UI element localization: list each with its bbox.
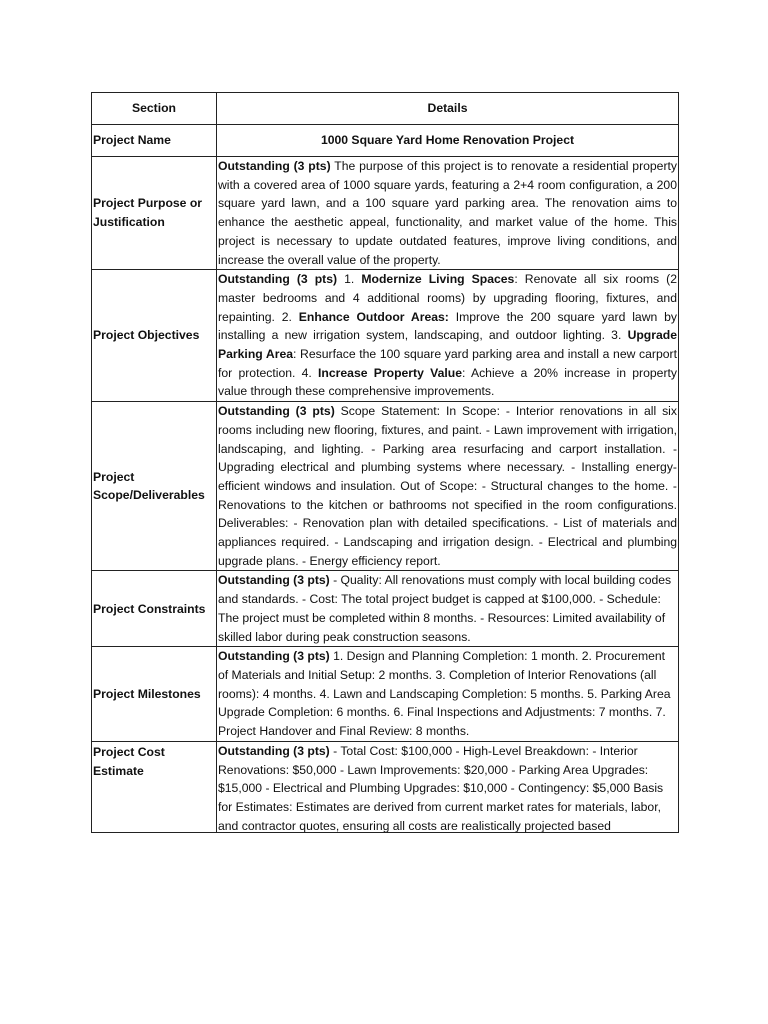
project-name-value: 1000 Square Yard Home Renovation Project [217, 125, 679, 157]
objective-1-title: Modernize Living Spaces [361, 272, 515, 287]
milestones-rating: Outstanding (3 pts) [218, 649, 330, 664]
project-table [91, 92, 679, 833]
section-project-name: Project Name [92, 125, 217, 157]
section-purpose: Project Purpose or Justification [92, 157, 217, 270]
section-scope: Project Scope/Deliverables [92, 402, 217, 571]
objective-1-text: : Renovate all six rooms (2 master bedrooms and 4 additional rooms) by upgrading flooring, fixtures, and repainting. 2. [218, 272, 677, 324]
header-row [92, 93, 679, 125]
cost-details [217, 741, 679, 832]
objective-3-text: : Resurface the 100 square yard parking area and install a new carport for protection. 4. [218, 347, 677, 380]
row-project-name [92, 125, 679, 157]
section-cost: Project Cost Estimate [92, 741, 217, 832]
objective-4-text: : Achieve a 20% increase in property value through these comprehensive improvements. [218, 365, 677, 399]
section-constraints: Project Constraints [92, 571, 217, 647]
purpose-text: The purpose of this project is to renovate a residential property with a covered area of 1000 square yards, featuring a 2+4 room configuration, a 200 square yard lawn, and a 100 square yard parking area. The renovation aims to enhance the aesthetic appeal, functionality, and market value of the home. This project is necessary to update outdated features, improve living conditions, and increase the overall value of the property. [218, 159, 677, 267]
row-constraints [92, 571, 679, 647]
scope-rating: Outstanding (3 pts) [218, 404, 335, 419]
objective-4-title: Increase Property Value [318, 365, 462, 380]
constraints-text: - Quality: All renovations must comply with local building codes and standards. - Cost: The total project budget is capped at $100,000. - Schedule: The project must be completed within 8 months. - Resources: Limited availability of skilled labor during peak construction seasons. [218, 573, 672, 644]
objective-2-title: Enhance Outdoor Areas: [298, 309, 449, 324]
row-purpose [92, 157, 679, 270]
purpose-details [217, 157, 679, 270]
scope-text: Scope Statement: In Scope: - Interior renovations in all six rooms including new flooring, fixtures, and paint. - Lawn improvement with irrigation, landscaping, and lighting. - Parking area resurfacing and carport installation. - Upgrading electrical and plumbing systems where necessary. - Installing energy-efficient windows and insulation. Out of Scope: - Structural changes to the home. - Renovations to the kitchen or bathrooms not specified in the room configurations. Deliverables: - Renovation plan with detailed specifications. - List of materials and appliances required. - Landscaping and irrigation design. - Electrical and plumbing upgrade plans. - Energy efficiency report. [218, 404, 677, 568]
row-cost [92, 741, 679, 832]
constraints-details [217, 571, 679, 647]
purpose-rating: Outstanding (3 pts) [218, 159, 331, 173]
objective-3-title: Upgrade Parking Area [218, 328, 677, 362]
cost-rating: Outstanding (3 pts) [218, 743, 330, 758]
header-details: Details [217, 93, 679, 125]
section-objectives: Project Objectives [92, 270, 217, 402]
objectives-rating: Outstanding (3 pts) [218, 272, 338, 287]
constraints-rating: Outstanding (3 pts) [218, 573, 330, 588]
row-scope [92, 402, 679, 571]
milestones-text: 1. Design and Planning Completion: 1 month. 2. Procurement of Materials and Initial Setup: 2 months. 3. Completion of Interior Renovations (all rooms): 4 months. 4. Lawn and Landscaping Completion: 5 months. 5. Parking Area Upgrade Completion: 6 months. 6. Final Inspections and Adjustments: 7 months. 7. Project Handover and Final Review: 8 months. [218, 649, 671, 739]
cost-text: - Total Cost: $100,000 - High-Level Breakdown: - Interior Renovations: $50,000 - Lawn Improvements: $20,000 - Parking Area Upgrades: $15,000 - Electrical and Plumbing Upgrades: $10,000 - Contingency: $5,000 Basis for Estimates: Estimates are derived from current market rates for materials, labor, and contractor quotes, ensuring all costs are realistically projected based [218, 743, 664, 832]
row-milestones [92, 647, 679, 742]
objectives-details [217, 270, 679, 402]
milestones-details [217, 647, 679, 742]
objective-1-num: 1. [344, 272, 355, 287]
header-section: Section [92, 93, 217, 125]
row-objectives [92, 270, 679, 402]
scope-details [217, 402, 679, 571]
objective-2-text: Improve the 200 square yard lawn by installing a new irrigation system, landscaping, and outdoor lighting. 3. [218, 309, 678, 343]
section-milestones: Project Milestones [92, 647, 217, 742]
cost-details-clip [218, 742, 677, 832]
